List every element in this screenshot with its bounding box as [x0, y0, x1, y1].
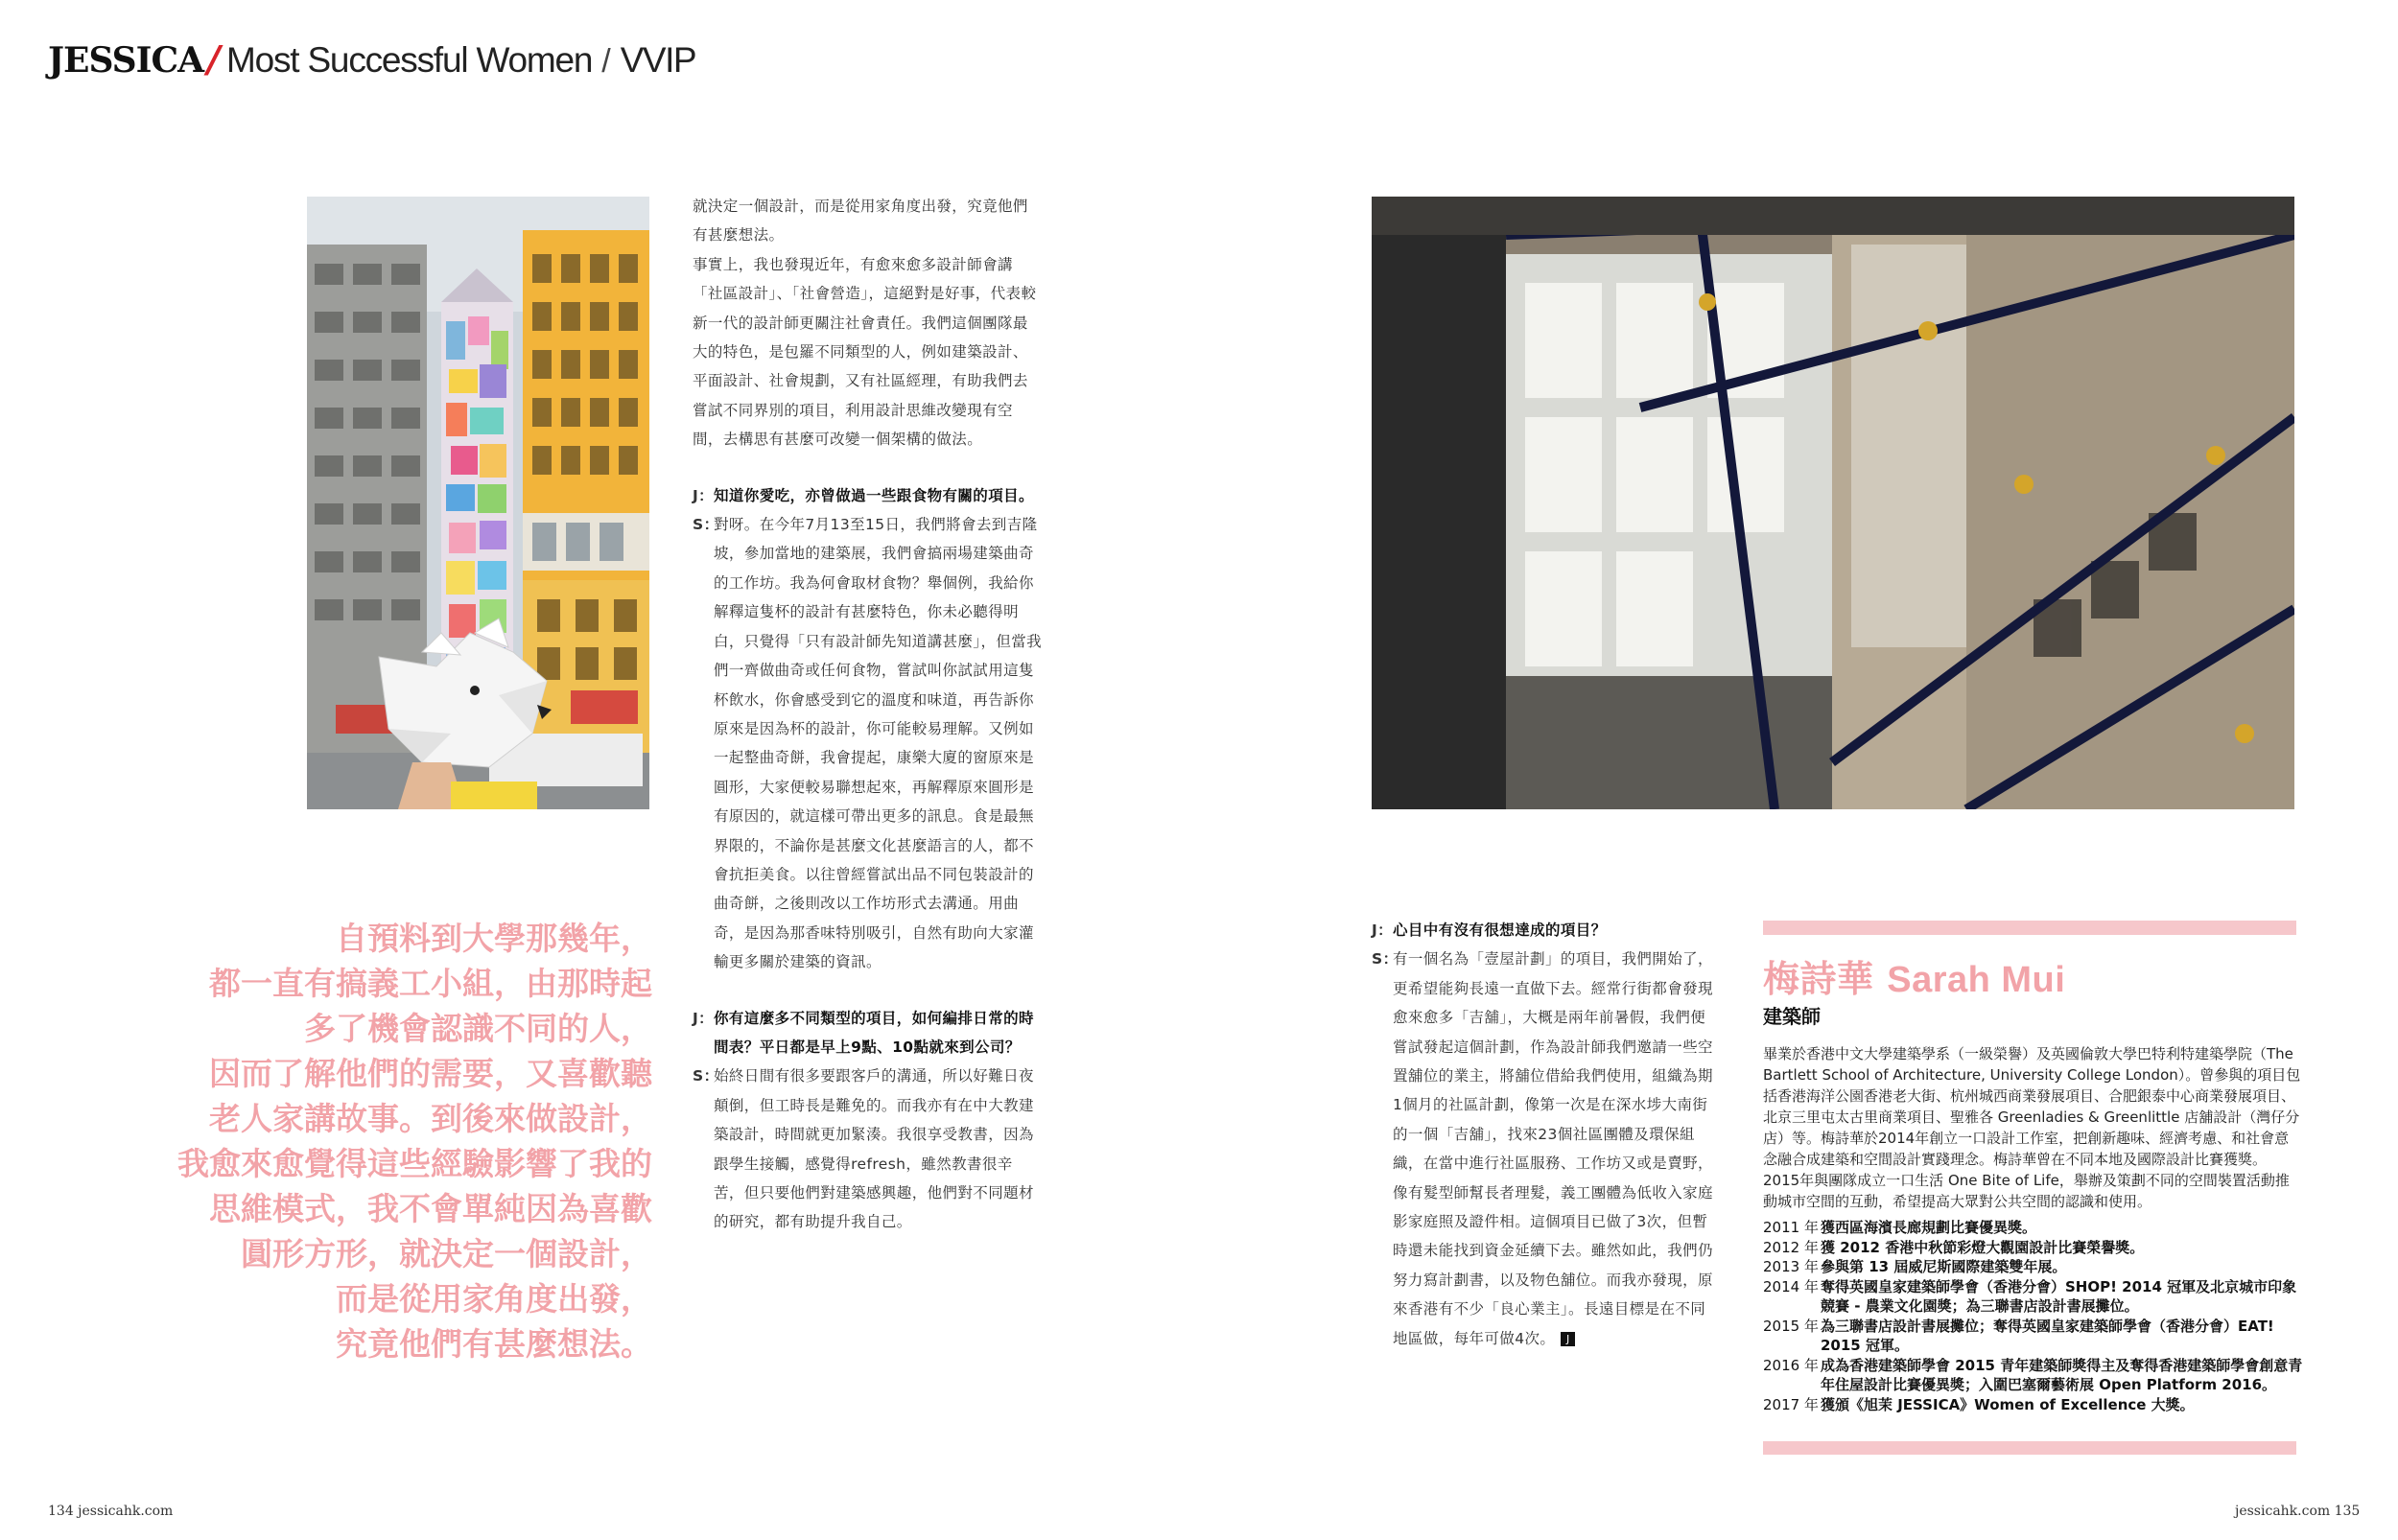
subsection-title: VVIP [620, 40, 696, 80]
page-footer-left: 134 jessicahk.com [48, 1504, 174, 1519]
section-title: Most Successful Women [226, 40, 593, 80]
pull-quote-line: 思維模式，我不會單純因為喜歡 [209, 1190, 652, 1227]
pull-quote-line: 圓形方形，就決定一個設計， [241, 1235, 652, 1272]
answer-text: 有一個名為「壹屋計劃」的項目，我們開始了，更希望能夠長遠一直做下去。經常行街都會發現愈來愈多「吉舖」，大概是兩年前暑假，我們便嘗試發起這個計劃，作為設計師我們邀請一些空置舖位的業主，將舖位借給我們使用，組織為期1個月的社區計劃，像第一次是在深水埗大南街的一個「吉舖」，找來23個社區團體及環保組織，在當中進行社區服務、工作坊又或是賣野，像有髮型師幫長者理髮，義工團體為低收入家庭影家庭照及證件相。這個項目已做了3次，但暫時還未能找到資金延續下去。雖然如此，我們仍努力寫計劃書，以及物色舖位。而我亦發現，原來香港有不少「良心業主」。長遠目標是在不同地區做，每年可做4次。 [1393, 950, 1713, 1347]
question-label: J： [693, 486, 715, 504]
paragraph: 事實上，我也發現近年，有愈來愈多設計師會講「社區設計」、「社會營造」，這絕對是好事，代表較新一代的設計師更關注社會責任。我們這個團隊最大的特色，是包羅不同類型的人，例如建築設計、平面設計、社會規劃，又有社區經理，有助我們去嘗試不同界別的項目，利用設計思維改變現有空間，去構思有甚麼可改變一個架構的做法。 [693, 255, 1037, 449]
question-text: 心目中有沒有很想達成的項目？ [1393, 922, 1607, 939]
award-item [1763, 1395, 2310, 1415]
pull-quote-line: 老人家講故事。到後來做設計， [209, 1100, 652, 1137]
interview-question [693, 481, 1043, 510]
pull-quote-line: 我愈來愈覺得這些經驗影響了我的 [177, 1145, 652, 1182]
brand-slash: / [207, 38, 221, 81]
award-year: 2014 年 [1763, 1277, 1819, 1295]
award-year: 2015 年 [1763, 1317, 1819, 1335]
question-label: J： [1372, 922, 1394, 939]
end-mark-icon: J [1561, 1332, 1575, 1346]
award-text: 獲西區海濱長廊規劃比賽優異獎。 [1821, 1219, 2037, 1236]
bio-role: 建築師 [1763, 1005, 1821, 1028]
article-column-1 [693, 192, 1043, 1237]
pull-quote [134, 916, 652, 1366]
answer-label: S： [693, 1067, 719, 1085]
award-item [1763, 1317, 2310, 1356]
award-year: 2012 年 [1763, 1238, 1819, 1256]
brand-logo: JESSICA [48, 40, 204, 81]
award-text: 獲頒《旭茉 JESSICA》Women of Excellence 大獎。 [1821, 1395, 2195, 1413]
award-text: 參與第 13 屆威尼斯國際建築雙年展。 [1821, 1258, 2067, 1275]
paragraph: 就決定一個設計，而是從用家角度出發，究竟他們有甚麼想法。 [693, 198, 1028, 245]
bio-name-en: Sarah Mui [1887, 960, 2066, 1000]
bio-top-bar [1763, 921, 2296, 935]
award-item [1763, 1257, 2310, 1277]
page-footer-right: jessicahk.com 135 [2235, 1504, 2361, 1519]
magazine-header [48, 38, 695, 96]
interview-answer [1372, 945, 1719, 1353]
section-divider: / [601, 43, 611, 80]
bio-bottom-bar [1763, 1441, 2296, 1455]
bio-name [1763, 949, 2065, 1002]
awards-list [1763, 1218, 2310, 1414]
answer-text: 始終日間有很多要跟客戶的溝通，所以好難日夜顛倒，但工時長是難免的。而我亦有在中大教建築設計，時間就更加緊湊。我很享受教書，因為跟學生接觸，感覺得refresh，雖然教書很辛苦，但只要他們對建築感興趣，他們對不同題材的研究，都有助提升我自己。 [714, 1067, 1034, 1231]
article-column-2 [1372, 916, 1719, 1353]
award-item [1763, 1277, 2310, 1317]
bio-name-cn: 梅詩華 [1763, 958, 1888, 1000]
answer-text: 對呀。在今年7月13至15日，我們將會去到吉隆坡，參加當地的建築展，我們會搞兩場建築曲奇的工作坊。我為何會取材食物？舉個例，我給你解釋這隻杯的設計有甚麼特色，你未必聽得明白，只覺得「只有設計師先知道講甚麼」，但當我們一齊做曲奇或任何食物，嘗試叫你試試用這隻杯飲水，你會感受到它的溫度和味道，再告訴你原來是因為杯的設計，你可能較易理解。又例如一起整曲奇餅，我會提起，康樂大廈的窗原來是圓形，大家便較易聯想起來，再解釋原來圓形是有原因的，就這樣可帶出更多的訊息。食是最無界限的，不論你是甚麼文化甚麼語言的人，都不會抗拒美食。以往曾經嘗試出品不同包裝設計的曲奇餅，之後則改以工作坊形式去溝通。用曲奇，是因為那香味特別吸引，自然有助向大家灌輸更多關於建築的資訊。 [714, 516, 1043, 971]
pull-quote-line: 多了機會認識不同的人， [304, 1010, 652, 1047]
award-year: 2016 年 [1763, 1356, 1819, 1374]
interview-question [1372, 916, 1719, 945]
award-item [1763, 1356, 2310, 1395]
answer-label: S： [693, 516, 719, 534]
interview-answer [693, 1062, 1043, 1236]
award-text: 獲 2012 香港中秋節彩燈大觀園設計比賽榮譽獎。 [1821, 1238, 2145, 1256]
pull-quote-line: 都一直有搞義工小組，由那時起 [209, 965, 652, 1002]
pull-quote-line: 自預料到大學那幾年， [336, 920, 652, 957]
interview-question [693, 1004, 1043, 1062]
question-text: 你有這麼多不同類型的項目，如何編排日常的時間表？平日都是早上9點、10點就來到公司？ [714, 1009, 1034, 1056]
award-item [1763, 1238, 2310, 1258]
award-text: 為三聯書店設計書展攤位；奪得英國皇家建築師學會（香港分會）EAT! 2015 冠軍。 [1821, 1317, 2274, 1354]
question-label: J： [693, 1009, 715, 1027]
award-item [1763, 1218, 2310, 1238]
building-photo [307, 197, 649, 809]
pull-quote-line: 究竟他們有甚麼想法。 [336, 1325, 652, 1363]
award-year: 2013 年 [1763, 1258, 1819, 1275]
bio-text: 畢業於香港中文大學建築學系（一級榮譽）及英國倫敦大學巴特利特建築學院（The Bartlett School of Architecture, University College London）。曾參與的項目包括香港海洋公園香港老大街、杭州城西商業發展項目、合肥銀泰中心商業發展項目、北京三里屯太古里商業項目、聖雅各 Greenladies & Greenlittle 店舖設計（灣仔分店）等。梅詩華於2014年創立一口設計工作室，把創新趣味、經濟考慮、和社會意念融合成建築和空間設計實踐理念。梅詩華曾在不同本地及國際設計比賽獲獎。2015年與團隊成立一口生活 One Bite of Life，舉辦及策劃不同的空間裝置活動推動城市空間的互動，希望提高大眾對公共空間的認識和使用。 [1763, 1045, 2301, 1210]
answer-label: S： [1372, 950, 1399, 968]
award-text: 奪得英國皇家建築師學會（香港分會）SHOP! 2014 冠軍及北京城市印象競賽 - 農業文化園獎；為三聯書店設計書展攤位。 [1821, 1277, 2297, 1315]
pull-quote-line: 而是從用家角度出發， [336, 1280, 652, 1318]
question-text: 知道你愛吃，亦曾做過一些跟食物有關的項目。 [714, 486, 1034, 504]
interior-photo [1372, 197, 2294, 809]
award-text: 成為香港建築師學會 2015 青年建築師獎得主及奪得香港建築師學會創意青年住屋設計比賽優異獎；入圍巴塞爾藝術展 Open Platform 2016。 [1821, 1356, 2303, 1393]
award-year: 2017 年 [1763, 1395, 1819, 1413]
pull-quote-line: 因而了解他們的需要，又喜歡聽 [209, 1055, 652, 1092]
interview-answer [693, 510, 1043, 977]
award-year: 2011 年 [1763, 1219, 1819, 1236]
